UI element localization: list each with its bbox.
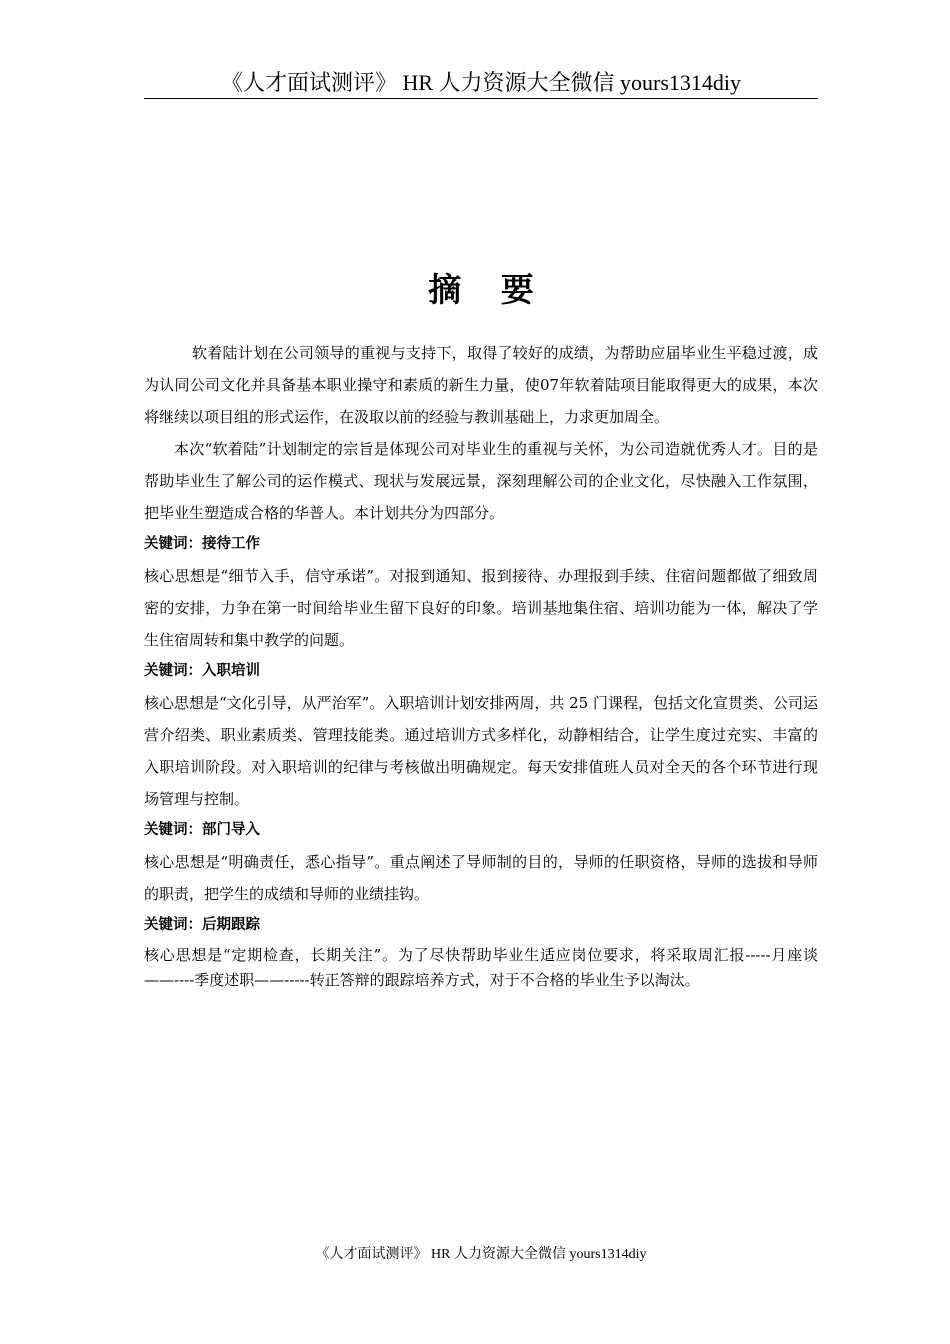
page-footer: 《人才面试测评》 HR 人力资源大全微信 yours1314diy bbox=[315, 1247, 647, 1262]
section-paragraph-onboarding-training: 核心思想是“文化引导，从严治军”。入职培训计划安排两周，共 25 门课程，包括文化宣贯类、公司运营介绍类、职业素质类、管理技能类。通过培训方式多样化，动静相结合，让学生度过充实、丰富的入职培训阶段。对入职培训的纪律与考核做出明确规定。每天安排值班人员对全天的各个环节进行现场管理与控制。 bbox=[144, 694, 818, 808]
page-title: 摘 要 bbox=[428, 270, 548, 309]
header-divider bbox=[144, 98, 818, 99]
intro-paragraph-1: 软着陆计划在公司领导的重视与支持下，取得了较好的成绩，为帮助应届毕业生平稳过渡，成为认同公司文化并具备基本职业操守和素质的新生力量，使07年软着陆项目能取得更大的成果，本次将继续以项目组的形式运作，在汲取以前的经验与教训基础上，力求更加周全。 bbox=[144, 344, 818, 426]
keyword-heading-onboarding-training: 关键词：入职培训 bbox=[144, 663, 260, 679]
keyword-heading-reception: 关键词：接待工作 bbox=[144, 536, 260, 552]
section-paragraph-reception: 核心思想是“细节入手，信守承诺”。对报到通知、报到接待、办理报到手续、住宿问题都做了细致周密的安排，力争在第一时间给毕业生留下良好的印象。培训基地集住宿、培训功能为一体，解决了学生住宿周转和集中教学的问题。 bbox=[144, 567, 818, 649]
section-paragraph-follow-up: 核心思想是“定期检查，长期关注”。为了尽快帮助毕业生适应岗位要求，将采取周汇报-----月座谈——----季度述职——-----转正答辩的跟踪培养方式，对于不合格的毕业生予以淘汰。 bbox=[144, 946, 818, 989]
document-body bbox=[144, 337, 818, 993]
section-paragraph-department-introduction: 核心思想是“明确责任，悉心指导”。重点阐述了导师制的目的，导师的任职资格，导师的选拔和导师的职责，把学生的成绩和导师的业绩挂钩。 bbox=[144, 853, 818, 903]
intro-paragraph-2: 本次“软着陆”计划制定的宗旨是体现公司对毕业生的重视与关怀，为公司造就优秀人才。目的是帮助毕业生了解公司的运作模式、现状与发展远景，深刻理解公司的企业文化，尽快融入工作氛围，把毕业生塑造成合格的华普人。本计划共分为四部分。 bbox=[144, 440, 818, 522]
keyword-heading-follow-up: 关键词：后期跟踪 bbox=[144, 917, 260, 933]
page-header: 《人才面试测评》 HR 人力资源大全微信 yours1314diy bbox=[220, 70, 742, 95]
keyword-heading-department-introduction: 关键词：部门导入 bbox=[144, 822, 260, 838]
